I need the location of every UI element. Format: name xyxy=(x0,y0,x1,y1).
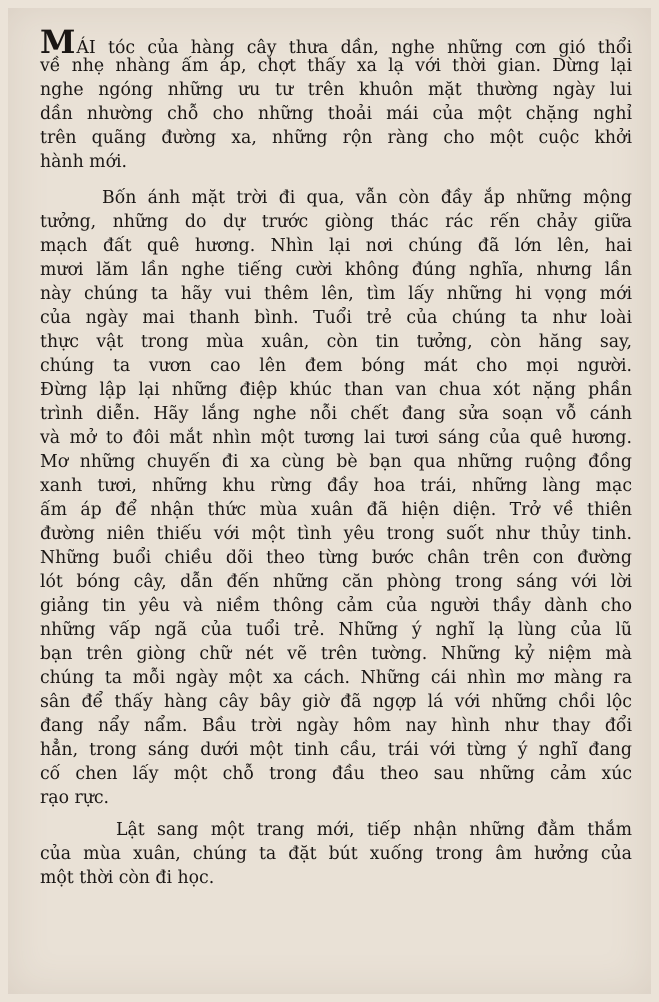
text-line: giảng tin yêu và niềm thông cảm của người thầy dành cho xyxy=(40,596,632,616)
text-line: sân để thấy hàng cây bây giờ đã ngợp lá với những chồi lộc xyxy=(40,692,632,712)
paragraph-1 xyxy=(40,23,632,174)
text-line: rạo rực. xyxy=(40,788,110,808)
text-line: xanh tươi, những khu rừng đầy hoa trái, những làng mạc xyxy=(40,476,632,496)
text-line: và mở to đôi mắt nhìn một tương lai tươi sáng của quê hương. xyxy=(40,428,632,448)
text-line: mươi lăm lần nghe tiếng cười không đúng nghĩa, nhưng lần xyxy=(40,260,632,280)
drop-cap: M xyxy=(40,23,77,61)
text-line: thực vật trong mùa xuân, còn tin tưởng, còn hăng say, xyxy=(40,332,632,352)
text-line: những vấp ngã của tuổi trẻ. Những ý nghĩ lạ lùng của lũ xyxy=(40,620,632,640)
text-line: chúng ta vươn cao lên đem bóng mát cho mọi người. xyxy=(40,356,632,376)
text-line: hành mới. xyxy=(40,152,127,172)
book-page xyxy=(8,8,651,994)
text-line: nghe ngóng những ưu tư trên khuôn mặt thường ngày lui xyxy=(40,80,632,100)
text-line: của mùa xuân, chúng ta đặt bút xuống trong âm hưởng của xyxy=(40,844,632,864)
text-line: chúng ta mỗi ngày một xa cách. Những cái nhìn mơ màng ra xyxy=(40,668,632,688)
text-line: đang nẩy nẩm. Bầu trời ngày hôm nay hình như thay đổi xyxy=(40,716,632,736)
line-text: ÁI tóc của hàng cây thưa dần, nghe những cơn gió thổi xyxy=(76,38,632,58)
text-line: hẳn, trong sáng dưới một tinh cầu, trái với từng ý nghĩ đang xyxy=(40,740,632,760)
text-line: đường niên thiếu với một tình yêu trong suốt như thủy tinh. xyxy=(40,524,632,544)
article-body xyxy=(40,23,632,890)
text-line: bạn trên giòng chữ nét vẽ trên tường. Những kỷ niệm mà xyxy=(40,644,632,664)
text-line: ấm áp để nhận thức mùa xuân đã hiện diện. Trở về thiên xyxy=(40,500,632,520)
text-line: tưởng, những do dự trước giòng thác rác rến chảy giữa xyxy=(40,212,632,232)
text-line: về nhẹ nhàng ấm áp, chợt thấy xa lạ với thời gian. Dừng lại xyxy=(40,56,632,76)
text-line: Đừng lập lại những điệp khúc than van chua xót nặng phần xyxy=(40,380,632,400)
paragraph-2 xyxy=(40,186,632,810)
text-line: mạch đất quê hương. Nhìn lại nơi chúng đã lớn lên, hai xyxy=(40,236,632,256)
text-line: trên quãng đường xa, những rộn ràng cho một cuộc khởi xyxy=(40,128,632,148)
text-line: lót bóng cây, dẫn đến những căn phòng trong sáng với lời xyxy=(40,572,632,592)
text-line: Bốn ánh mặt trời đi qua, vẫn còn đầy ắp những mộng xyxy=(102,188,632,208)
text-line: Mơ những chuyến đi xa cùng bè bạn qua những ruộng đồng xyxy=(40,452,632,472)
text-line: Những buổi chiều dõi theo từng bước chân trên con đường xyxy=(40,548,632,568)
text-line: một thời còn đi học. xyxy=(40,868,215,888)
text-line: trình diễn. Hãy lắng nghe nỗi chết đang sửa soạn vỗ cánh xyxy=(40,404,632,424)
text-line: dần nhường chỗ cho những thoải mái của một chặng nghỉ xyxy=(40,104,632,124)
paragraph-gap xyxy=(40,810,632,818)
text-line: cố chen lấy một chỗ trong đầu theo sau những cảm xúc xyxy=(40,764,632,784)
paragraph-1-line-1 xyxy=(40,23,632,61)
paragraph-gap xyxy=(40,174,632,186)
text-line: của ngày mai thanh bình. Tuổi trẻ của chúng ta như loài xyxy=(40,308,632,328)
text-line: này chúng ta hãy vui thêm lên, tìm lấy những hi vọng mới xyxy=(40,284,632,304)
text-line: Lật sang một trang mới, tiếp nhận những đằm thắm xyxy=(116,820,632,840)
paragraph-3 xyxy=(40,818,632,890)
